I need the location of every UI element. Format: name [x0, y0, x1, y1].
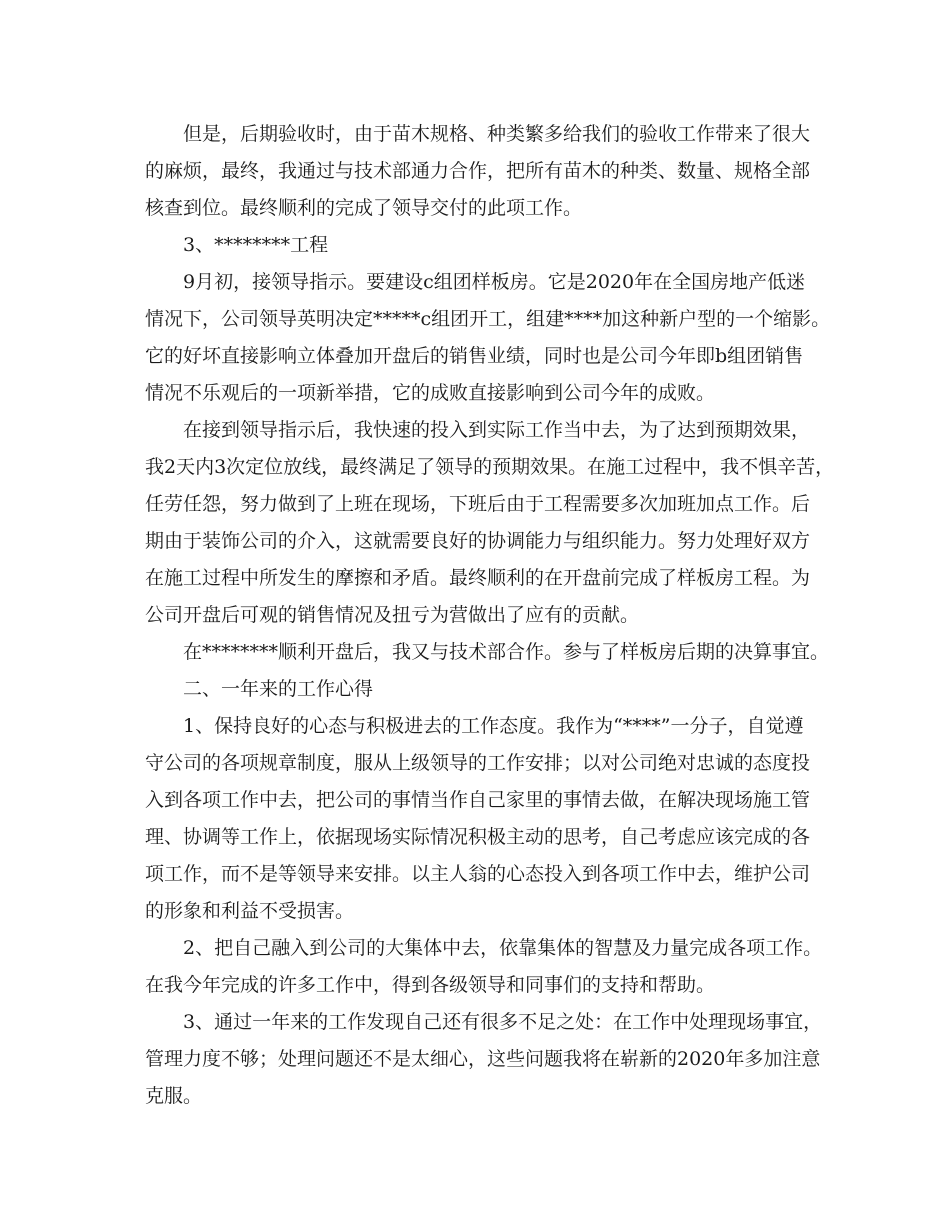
paragraph-line: 在********顺利开盘后，我又与技术部合作。参与了样板房后期的决算事宜。	[183, 641, 830, 663]
paragraph-line: 它的好坏直接影响立体叠加开盘后的销售业绩，同时也是公司今年即b组团销售	[145, 345, 804, 367]
paragraph-line: 的麻烦，最终，我通过与技术部通力合作，把所有苗木的种类、数量、规格全部	[145, 160, 811, 182]
paragraph-line: 公司开盘后可观的销售情况及扭亏为营做出了应有的贡献。	[145, 604, 640, 626]
paragraph-line: 的形象和利益不受损害。	[145, 900, 355, 922]
paragraph-line: 1、保持良好的心态与积极进去的工作态度。我作为“****”一分子，自觉遵	[183, 715, 804, 737]
paragraph-line: 情况不乐观后的一项新举措，它的成败直接影响到公司今年的成败。	[145, 382, 716, 404]
paragraph-line: 期由于装饰公司的介入，这就需要良好的协调能力与组织能力。努力处理好双方	[145, 530, 811, 552]
paragraph-line: 情况下，公司领导英明决定*****c组团开工，组建****加这种新户型的一个缩影。	[145, 308, 831, 330]
paragraph-line: 在施工过程中所发生的摩擦和矛盾。最终顺利的在开盘前完成了样板房工程。为	[145, 567, 811, 589]
paragraph-line: 3、通过一年来的工作发现自己还有很多不足之处：在工作中处理现场事宜，	[183, 1011, 823, 1033]
document-body	[145, 116, 835, 1115]
paragraph-line: 守公司的各项规章制度，服从上级领导的工作安排；以对公司绝对忠诚的态度投	[145, 752, 811, 774]
section-heading: 二、一年来的工作心得	[183, 678, 374, 700]
paragraph-line: 克服。	[145, 1085, 203, 1107]
paragraph-line: 核查到位。最终顺利的完成了领导交付的此项工作。	[145, 197, 583, 219]
section-heading: 3、********工程	[183, 234, 329, 256]
paragraph-line: 在接到领导指示后，我快速的投入到实际工作当中去，为了达到预期效果，	[183, 419, 811, 441]
paragraph-line: 2、把自己融入到公司的大集体中去，依靠集体的智慧及力量完成各项工作。	[183, 937, 823, 959]
paragraph-line: 理、协调等工作上，依据现场实际情况积极主动的思考，自己考虑应该完成的各	[145, 826, 811, 848]
paragraph-line: 入到各项工作中去，把公司的事情当作自己家里的事情去做，在解决现场施工管	[145, 789, 811, 811]
paragraph-line: 在我今年完成的许多工作中，得到各级领导和同事们的支持和帮助。	[145, 974, 716, 996]
paragraph-line: 9月初，接领导指示。要建设c组团样板房。它是2020年在全国房地产低迷	[183, 271, 806, 293]
paragraph-line: 任劳任怨，努力做到了上班在现场，下班后由于工程需要多次加班加点工作。后	[145, 493, 811, 515]
paragraph-line: 项工作，而不是等领导来安排。以主人翁的心态投入到各项工作中去，维护公司	[145, 863, 811, 885]
paragraph-line: 但是，后期验收时，由于苗木规格、种类繁多给我们的验收工作带来了很大	[183, 123, 811, 145]
paragraph-line: 管理力度不够；处理问题还不是太细心，这些问题我将在崭新的2020年多加注意	[145, 1048, 821, 1070]
paragraph-line: 我2天内3次定位放线，最终满足了领导的预期效果。在施工过程中，我不惧辛苦，	[145, 456, 835, 478]
